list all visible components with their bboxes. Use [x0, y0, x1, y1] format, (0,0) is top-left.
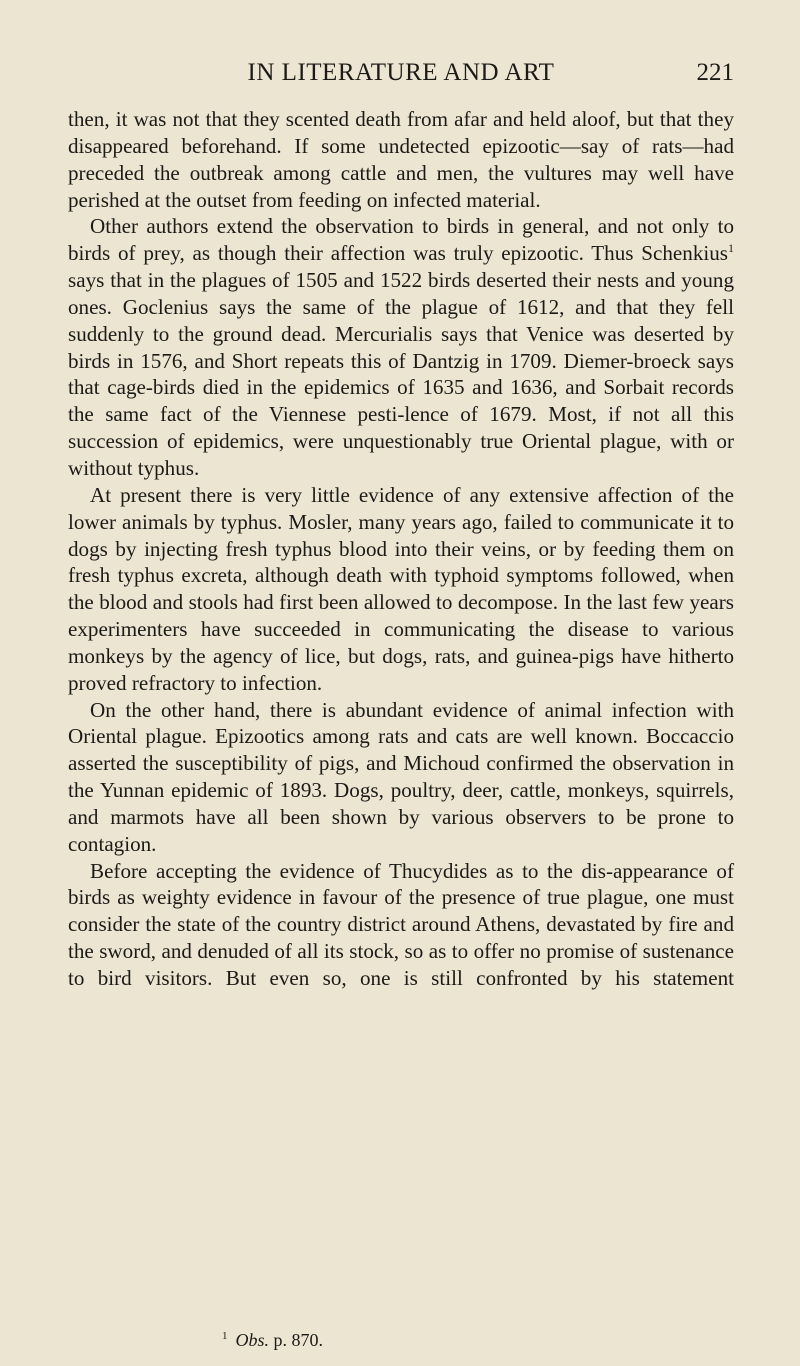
footnote-page-ref: p. 870. [273, 1330, 324, 1350]
paragraph-5: Before accepting the evidence of Thucydides as to the dis-appearance of birds as weighty evidence in favour of the presence of true plague, one must consider the state of the country district around Athens, devastated by fire and the sword, and denuded of all its stock, so as to offer no promise of sustenance to bird visitors. But even so, one is still confronted by his statement [68, 858, 734, 990]
footnote-reference: 1 [728, 241, 734, 256]
paragraph-3: At present there is very little evidence of any extensive affection of the lower animals by typhus. Mosler, many years ago, failed to communicate it to dogs by injecting fresh typhus blood into their veins, or by feeding them on fresh typhus excreta, although death with typhoid symptoms followed, when the blood and stools had first been allowed to decompose. In the last few years experimenters have succeeded in communicating the disease to various monkeys by the agency of lice, but dogs, rats, and guinea-pigs have hitherto proved refractory to infection. [68, 482, 734, 695]
footnote [222, 1325, 323, 1351]
paragraph-4: On the other hand, there is abundant evidence of animal infection with Oriental plague. Epizootics among rats and cats are well known. Boccaccio asserted the susceptibility of pigs, and Michoud confirmed the observation in the Yunnan epidemic of 1893. Dogs, poultry, deer, cattle, monkeys, squirrels, and marmots have all been shown by various observers to be prone to contagion. [68, 697, 734, 856]
running-head [68, 58, 734, 92]
paragraph-2 [68, 213, 734, 481]
footnote-mark: 1 [222, 1330, 228, 1342]
running-title: IN LITERATURE AND ART [247, 59, 555, 86]
paragraph-2-text-before-note: Other authors extend the observation to birds in general, and not only to birds of prey, as though their affection was truly epizootic. Thus Schenkius [68, 214, 734, 266]
body-text [68, 106, 734, 992]
paragraph-2-text-after-note: says that in the plagues of 1505 and 1522 birds deserted their nests and young ones. Goclenius says the same of the plague of 1612, and that they fell suddenly to the ground dead. Mercurialis says that Venice was deserted by birds in 1576, and Short repeats this of Dantzig in 1709. Diemer-broeck says that cage-birds died in the epidemics of 1635 and 1636, and Sorbait records the same fact of the Viennese pesti-lence of 1679. Most, if not all this succession of epidemics, were unquestionably true Oriental plague, with or without typhus. [68, 268, 734, 480]
page-number: 221 [696, 59, 734, 86]
footnote-source: Obs. [235, 1330, 270, 1350]
paragraph-1: then, it was not that they scented death from afar and held aloof, but that they disappeared beforehand. If some undetected epizootic—say of rats—had preceded the outbreak among cattle and men, the vultures may well have perished at the outset from feeding on infected material. [68, 107, 734, 212]
